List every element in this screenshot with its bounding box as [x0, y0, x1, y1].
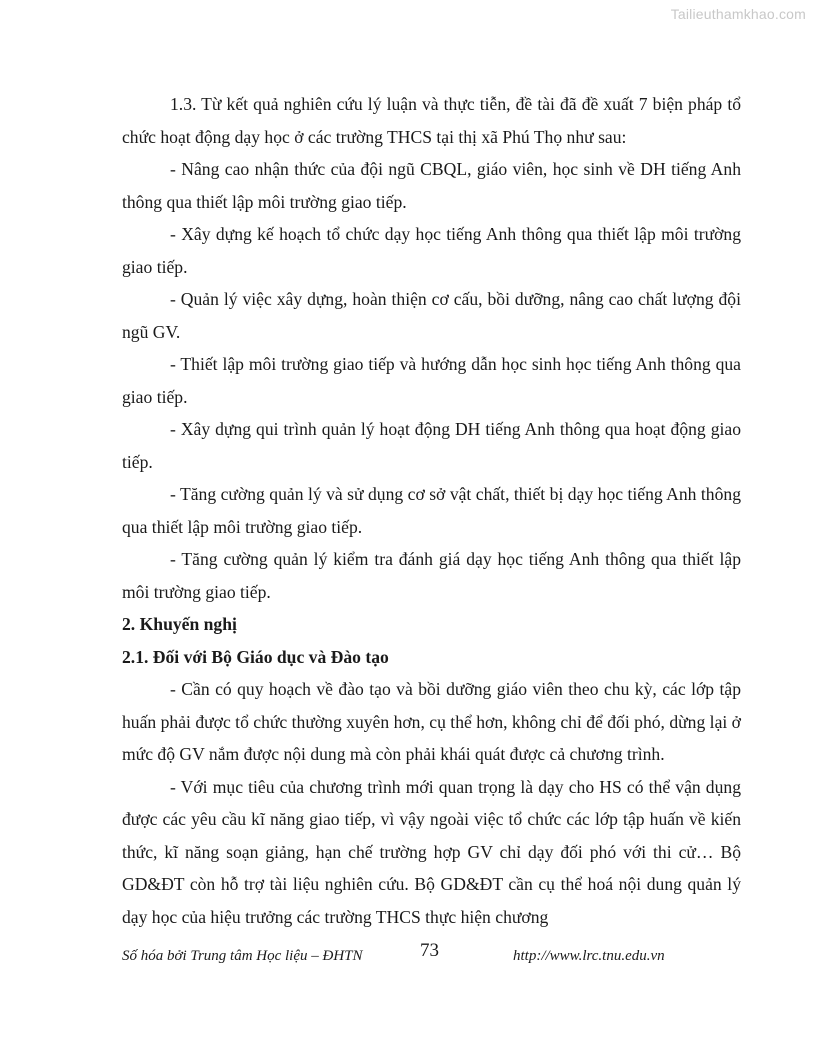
- recommendation-paragraph-1: - Cần có quy hoạch về đào tạo và bồi dưỡng giáo viên theo chu kỳ, các lớp tập huấn phải được tổ chức thường xuyên hơn, cụ thể hơn, không chỉ để đối phó, dừng lại ở mức độ GV nắm được nội dung mà còn phải khái quát được cả chương trình.: [122, 679, 741, 764]
- page-content: [122, 88, 741, 933]
- measure-2: - Xây dựng kế hoạch tổ chức dạy học tiếng Anh thông qua thiết lập môi trường giao tiếp.: [122, 224, 741, 277]
- measure-6: - Tăng cường quản lý và sử dụng cơ sở vật chất, thiết bị dạy học tiếng Anh thông qua thiết lập môi trường giao tiếp.: [122, 484, 741, 537]
- watermark-text: Tailieuthamkhao.com: [670, 6, 806, 22]
- measure-4: - Thiết lập môi trường giao tiếp và hướng dẫn học sinh học tiếng Anh thông qua giao tiếp.: [122, 354, 741, 407]
- section-heading-recommendations: 2. Khuyến nghị: [122, 614, 237, 634]
- footer-digitized-by: Số hóa bởi Trung tâm Học liệu – ĐHTN: [122, 948, 363, 964]
- recommendation-paragraph-2: - Với mục tiêu của chương trình mới quan trọng là dạy cho HS có thể vận dụng được các yêu cầu kĩ năng giao tiếp, vì vậy ngoài việc tổ chức các lớp tập huấn về kiến thức, kĩ năng soạn giảng, hạn chế trường hợp GV chỉ dạy đối phó với thi cử… Bộ GD&ĐT còn hỗ trợ tài liệu nghiên cứu. Bộ GD&ĐT cần cụ thể hoá nội dung quản lý dạy học của hiệu trưởng các trường THCS thực hiện chương: [122, 776, 741, 927]
- page-number: 73: [420, 940, 439, 961]
- measure-7: - Tăng cường quản lý kiểm tra đánh giá dạy học tiếng Anh thông qua thiết lập môi trường giao tiếp.: [122, 549, 741, 602]
- footer-url: http://www.lrc.tnu.edu.vn: [513, 948, 665, 964]
- page-footer: [122, 940, 741, 970]
- paragraph-1-3: 1.3. Từ kết quả nghiên cứu lý luận và thực tiễn, đề tài đã đề xuất 7 biện pháp tổ chức hoạt động dạy học ở các trường THCS tại thị xã Phú Thọ như sau:: [122, 94, 741, 147]
- subsection-heading-ministry: 2.1. Đối với Bộ Giáo dục và Đào tạo: [122, 646, 389, 667]
- measure-5: - Xây dựng qui trình quản lý hoạt động DH tiếng Anh thông qua hoạt động giao tiếp.: [122, 419, 741, 472]
- measure-1: - Nâng cao nhận thức của đội ngũ CBQL, giáo viên, học sinh về DH tiếng Anh thông qua thiết lập môi trường giao tiếp.: [122, 159, 741, 212]
- measure-3: - Quản lý việc xây dựng, hoàn thiện cơ cấu, bồi dưỡng, nâng cao chất lượng đội ngũ GV.: [122, 289, 741, 342]
